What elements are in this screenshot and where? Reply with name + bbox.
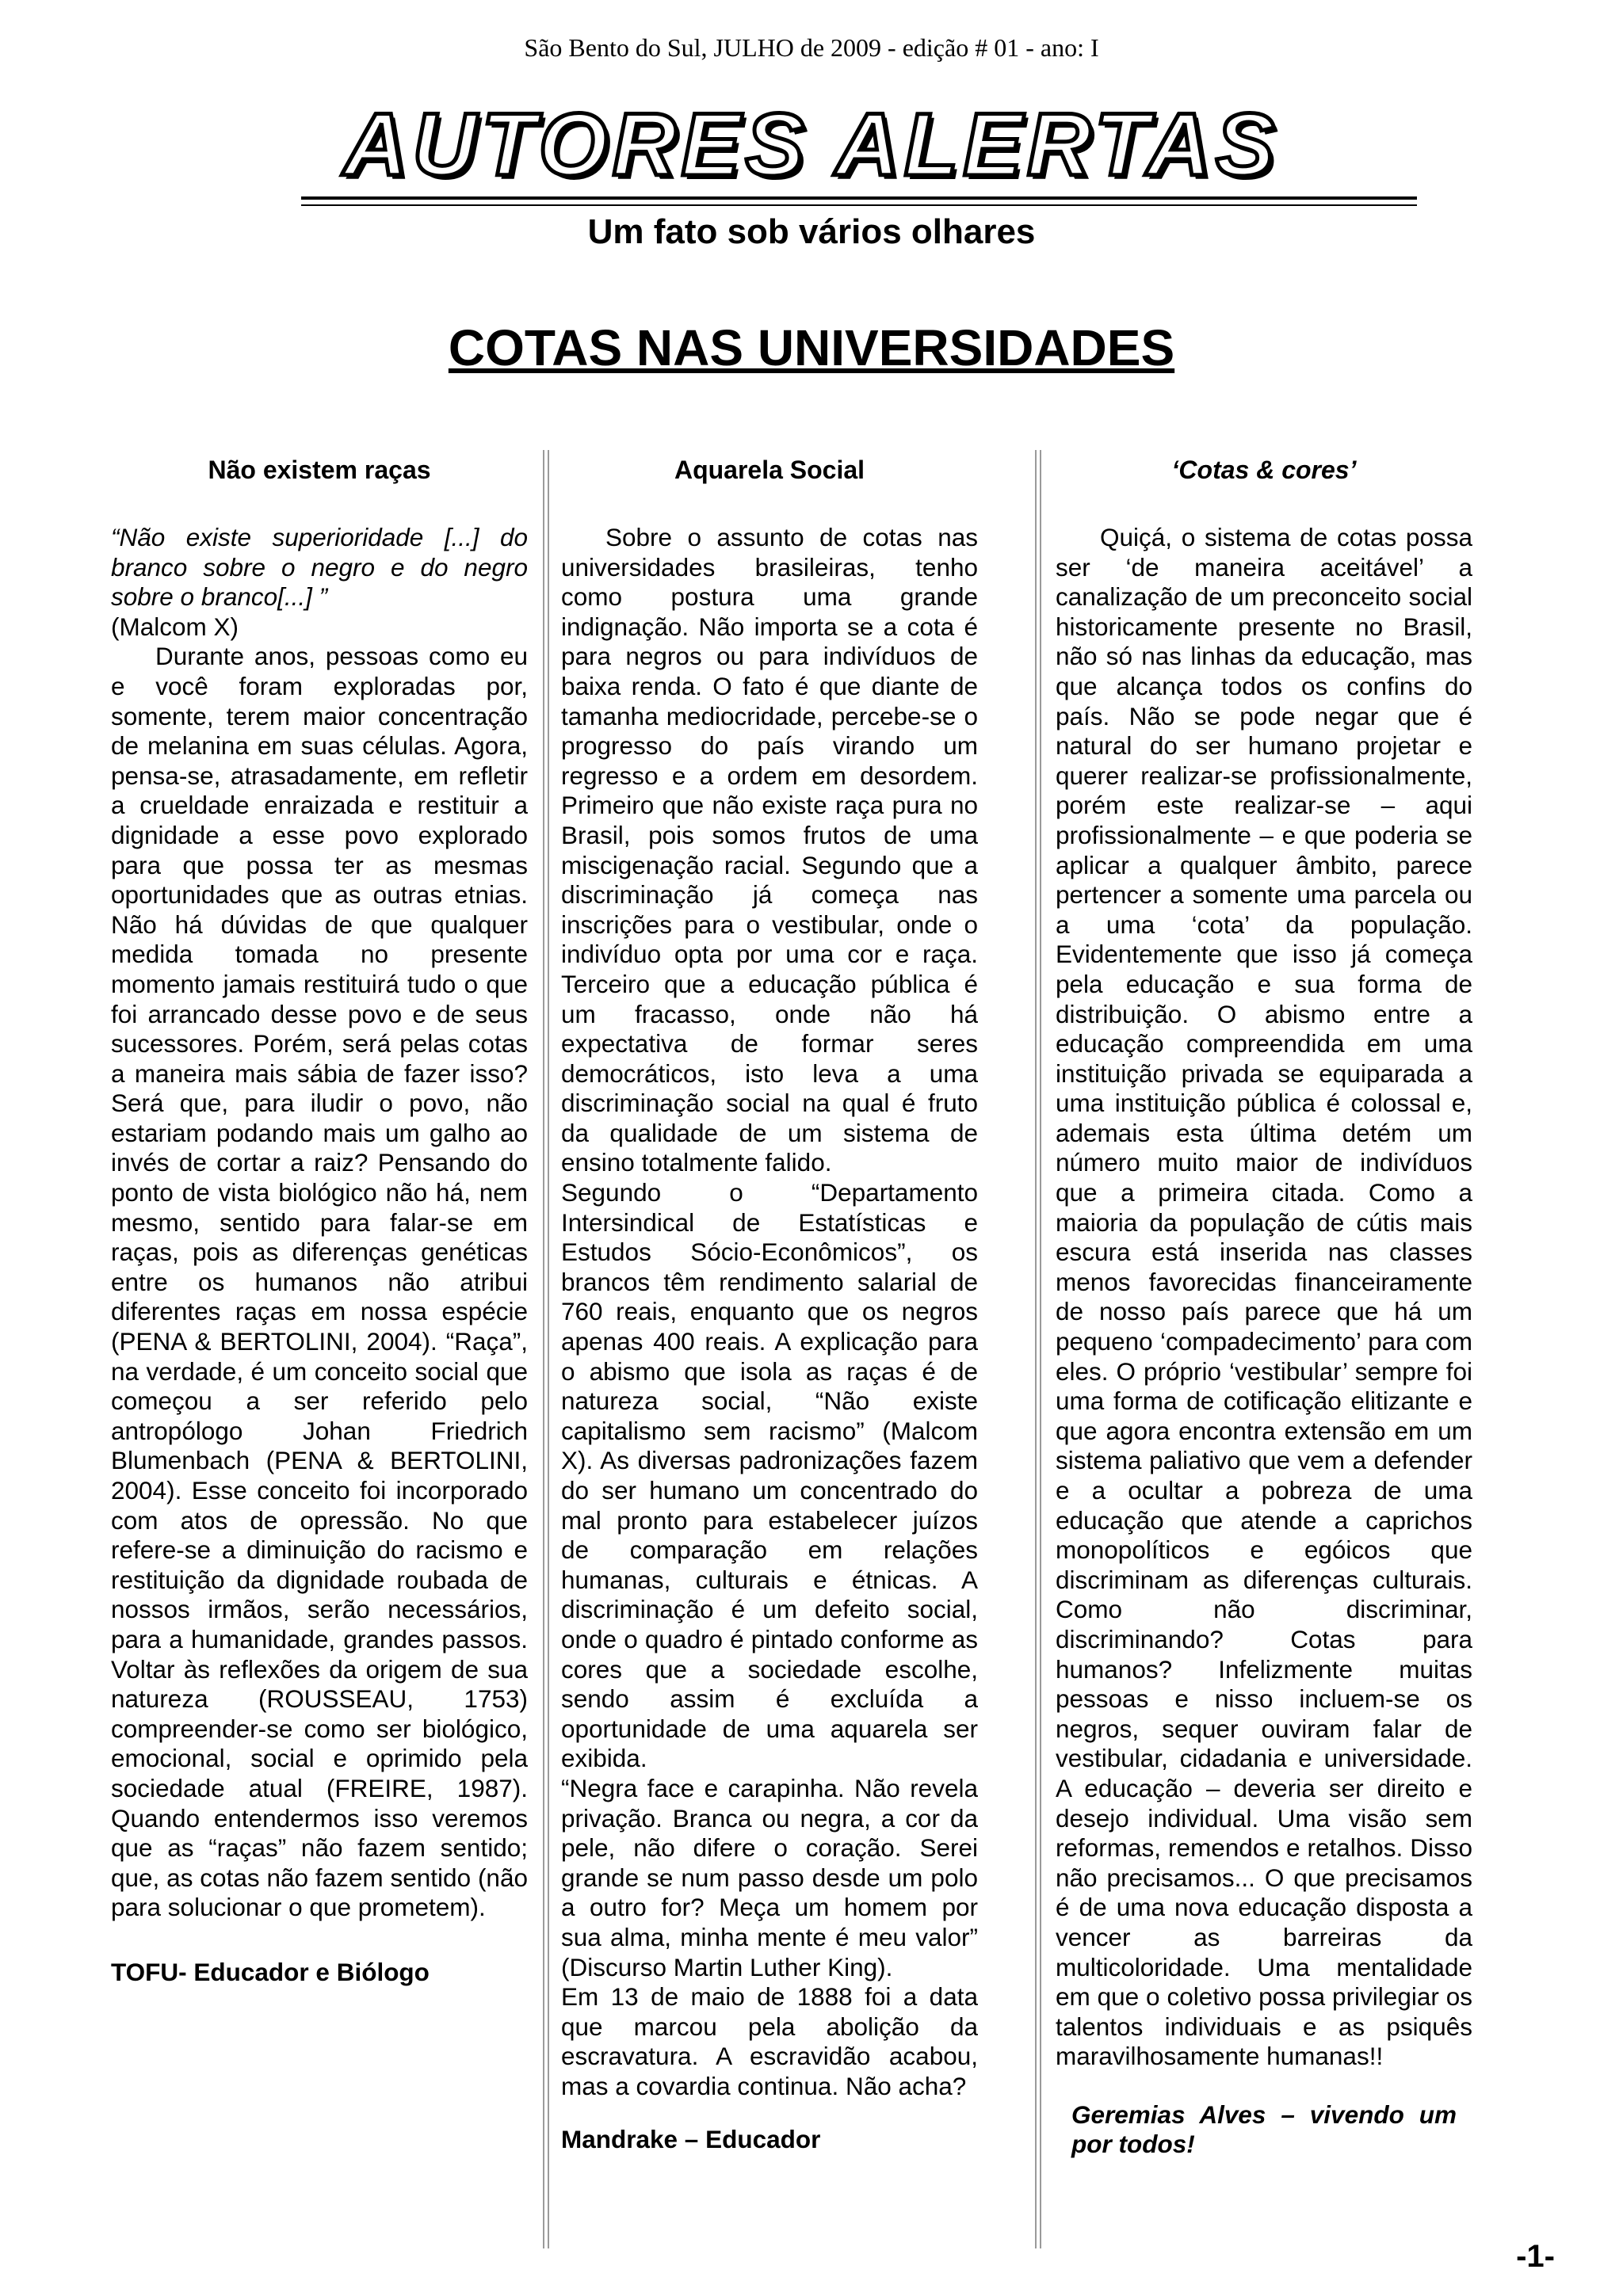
masthead-rule-thick	[301, 196, 1417, 200]
article-body: Quiçá, o sistema de cotas possa ser ‘de maneira aceitável’ a canalização de um preconceito social historicamente presente no Brasil, não só nas linhas da educação, mas que alcança todos os confins do país. Não se pode negar que é natural do ser humano projetar e querer realizar-se profissionalmente, porém este realizar-se – aqui profissionalmente – e que poderia se aplicar a qualquer âmbito, parece pertencer a somente uma parcela ou a uma ‘cota’ da população. Evidentemente que isso já começa pela educação e sua forma de distribuição. O abismo entre a educação compreendida em uma instituição privada se equiparada a uma instituição pública é colossal e, ademais esta última detém um número muito maior de indivíduos que a primeira citada. Como a maioria da população de cútis mais escura está inserida nas classes menos favorecidas financeiramente de nosso país parece que há um pequeno ‘compadecimento’ para com eles. O próprio ‘vestibular’ sempre foi uma forma de cotificação elitizante e que agora encontra extensão em um sistema paliativo que vem a defender e a ocultar a pobreza de uma educação que atende a caprichos monopolíticos e egóicos que discriminam as diferenças culturais. Como não discriminar, discriminando? Cotas para humanos? Infelizmente muitas pessoas e nisso incluem-se os negros, sequer ouviram falar de vestibular, cidadania e universidade. A educação – deveria ser direito e desejo individual. Uma visão sem reformas, remendos e retalhos. Disso não precisamos... O que precisamos é de uma nova educação disposta a vencer as barreiras da multicoloridade. Uma mentalidade em que o coletivo possa privilegiar os talentos individuais e as psiquês maravilhosamente humanas!!	[1056, 523, 1472, 2071]
article-column-3	[1056, 456, 1472, 2160]
article-body: Durante anos, pessoas como eu e você foram exploradas por, somente, terem maior concentração de melanina em suas células. Agora, pensa-se, atrasadamente, em refletir a crueldade enraizada e restituir a dignidade a esse povo explorado para que possa ter as mesmas oportunidades que as outras etnias. Não há dúvidas de que qualquer medida tomada no presente momento jamais restituirá tudo o que foi arrancado desse povo e de seus sucessores. Porém, será pelas cotas a maneira mais sábia de fazer isso? Será que, para iludir o povo, não estariam podando mais um galho ao invés de cortar a raiz? Pensando do ponto de vista biológico não há, nem mesmo, sentido para falar-se em raças, pois as diferenças genéticas entre os humanos não atribui diferentes raças em nossa espécie (PENA & BERTOLINI, 2004). “Raça”, na verdade, é um conceito social que começou a ser referido pelo antropólogo Johan Friedrich Blumenbach (PENA & BERTOLINI, 2004). Esse conceito foi incorporado com atos de opressão. No que refere-se a diminuição do racismo e restituição da dignidade roubada de nossos irmãos, serão necessários, para a humanidade, grandes passos. Voltar às reflexões da origem de sua natureza (ROUSSEAU, 1753) compreender-se como ser biológico, emocional, social e oprimido pela sociedade atual (FREIRE, 1987). Quando entendermos isso veremos que as “raças” não fazem sentido; que, as cotas não fazem sentido (não para solucionar o que prometem).	[111, 642, 528, 1922]
article-title: Não existem raças	[208, 456, 431, 484]
masthead-logo: AUTORES ALERTAS	[343, 95, 1280, 194]
epigraph-quote: “Não existe superioridade [...] do branco sobre o negro e do negro sobre o branco[...] ”	[111, 523, 528, 612]
article-paragraph: “Negra face e carapinha. Não revela privação. Branca ou negra, a cor da pele, não difere o coração. Serei grande se num passo desde um polo a outro for? Meça um homem por sua alma, minha mente é meu valor” (Discurso Martin Luther King).	[561, 1773, 978, 1981]
article-signature: Mandrake – Educador	[561, 2125, 821, 2154]
article-paragraph: Segundo o “Departamento Intersindical de Estatísticas e Estudos Sócio-Econômicos”, os brancos têm rendimento salarial de 760 reais, enquanto que os negros apenas 400 reais. A explicação para o abismo que isola as raças é de natureza social, “Não existe capitalismo sem racismo” (Malcom X). As diversas padronizações fazem do ser humano um concentrado do mal pronto para estabelecer juízos de comparação em relações humanas, culturais e étnicas. A discriminação é um defeito social, onde o quadro é pintado conforme as cores que a sociedade escolhe, sendo assim é excluída a oportunidade de uma aquarela ser exibida.	[561, 1178, 978, 1773]
column-divider-left	[543, 450, 549, 2248]
article-paragraph: Em 13 de maio de 1888 foi a data que marcou pela abolição da escravatura. A escravidão acabou, mas a covardia continua. Não acha?	[561, 1982, 978, 2100]
article-title: Aquarela Social	[674, 456, 865, 484]
subtitle: Um fato sob vários olhares	[587, 212, 1036, 251]
article-column-1	[111, 456, 528, 1988]
article-signature: TOFU- Educador e Biólogo	[111, 1957, 430, 1986]
dateline: São Bento do Sul, JULHO de 2009 - edição # 01 - ano: I	[524, 33, 1099, 62]
column-divider-right	[1035, 450, 1041, 2248]
article-signature: Geremias Alves – vivendo um por todos!	[1071, 2100, 1457, 2159]
masthead-rule-thin	[301, 204, 1417, 206]
page-number: -1-	[1516, 2239, 1555, 2274]
headline: COTAS NAS UNIVERSIDADES	[448, 319, 1175, 376]
epigraph-author: (Malcom X)	[111, 612, 239, 641]
article-column-2	[561, 456, 978, 2155]
article-paragraph: Sobre o assunto de cotas nas universidades brasileiras, tenho como postura uma grande indignação. Não importa se a cota é para negros ou para indivíduos de baixa renda. O fato é que diante de tamanha mediocridade, percebe-se o progresso do país virando um regresso e a ordem em desordem. Primeiro que não existe raça pura no Brasil, pois somos frutos de uma miscigenação racial. Segundo que a discriminação já começa nas inscrições para o vestibular, onde o indivíduo opta por uma cor e raça. Terceiro que a educação pública é um fracasso, onde não há expectativa de formar seres democráticos, isto leva a uma discriminação social na qual é fruto da qualidade de um sistema de ensino totalmente falido.	[561, 523, 978, 1177]
article-title: ‘Cotas & cores’	[1171, 456, 1357, 484]
